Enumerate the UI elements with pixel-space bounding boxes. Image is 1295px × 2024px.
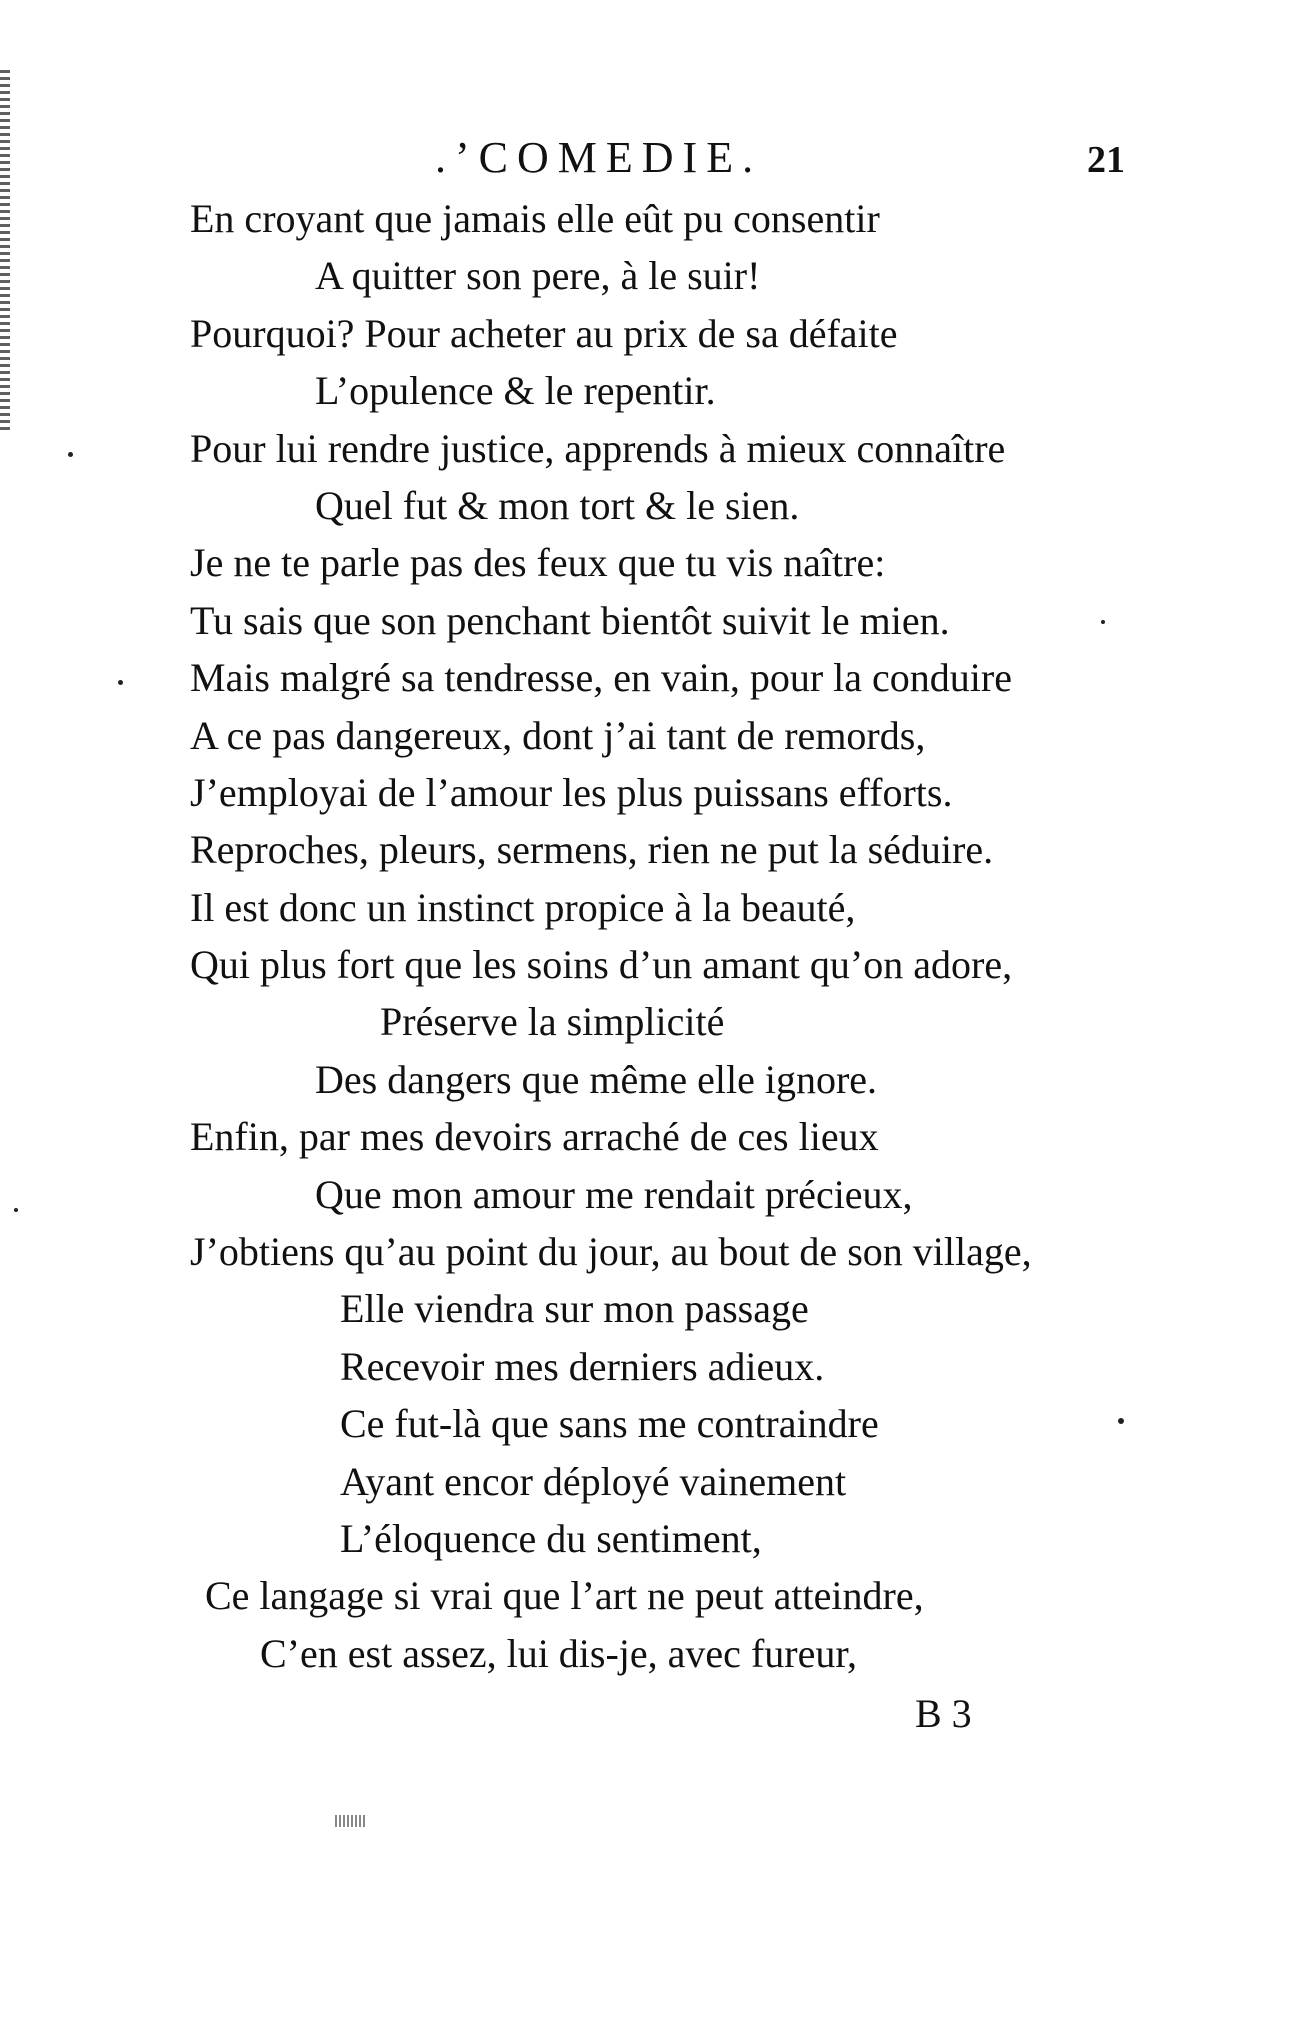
ink-speck [1101, 620, 1105, 624]
verse-line: Ce fut-là que sans me contraindre [340, 1401, 879, 1447]
verse-line: Il est donc un instinct propice à la beauté, [190, 884, 856, 930]
verse-line: Préserve la simplicité [380, 999, 725, 1045]
verse-line: Mais malgré sa tendresse, en vain, pour la conduire [190, 655, 1012, 701]
verse-line: Elle viendra sur mon passage [340, 1286, 809, 1332]
verse-line: Tu sais que son penchant bientôt suivit le mien. [190, 597, 950, 643]
verse-line: Ce langage si vrai que l’art ne peut atteindre, [205, 1573, 924, 1619]
ink-speck [68, 452, 73, 457]
verse-line: Ayant encor déployé vainement [340, 1458, 847, 1504]
verse-block [190, 190, 1150, 1682]
verse-line: L’opulence & le repentir. [315, 368, 716, 414]
verse-line: C’en est assez, lui dis-je, avec fureur, [260, 1630, 858, 1676]
verse-line: J’obtiens qu’au point du jour, au bout de son village, [190, 1229, 1032, 1275]
running-head: .’COMEDIE. [435, 133, 763, 182]
page-header [190, 128, 1135, 188]
verse-line: A quitter son pere, à le suir! [315, 253, 761, 299]
verse-line: Des dangers que même elle ignore. [315, 1056, 878, 1102]
verse-line: J’employai de l’amour les plus puissans efforts. [190, 769, 953, 815]
verse-line: En croyant que jamais elle eût pu consentir [190, 196, 880, 241]
verse-line: Pour lui rendre justice, apprends à mieux connaître [190, 425, 1006, 471]
signature-mark: B 3 [915, 1691, 972, 1736]
ink-speck [1118, 1418, 1124, 1424]
verse-line: Enfin, par mes devoirs arraché de ces lieux [190, 1114, 879, 1160]
verse-line: Pourquoi? Pour acheter au prix de sa défaite [190, 310, 898, 356]
verse-line: Recevoir mes derniers adieux. [340, 1343, 825, 1389]
verse-line: Je ne te parle pas des feux que tu vis naître: [190, 540, 886, 586]
ink-smudge [335, 1815, 365, 1827]
verse-line: A ce pas dangereux, dont j’ai tant de remords, [190, 712, 926, 758]
ink-speck [118, 680, 123, 685]
verse-line: L’éloquence du sentiment, [340, 1515, 762, 1561]
verse-line: Quel fut & mon tort & le sien. [315, 482, 800, 528]
verse-line: Reproches, pleurs, sermens, rien ne put la séduire. [190, 827, 994, 873]
page-number: 21 [1087, 139, 1125, 181]
verse-line: Que mon amour me rendait précieux, [315, 1171, 913, 1217]
ink-speck [14, 1208, 18, 1212]
verse-line: Qui plus fort que les soins d’un amant qu’on adore, [190, 942, 1013, 988]
binding-edge [0, 70, 10, 430]
